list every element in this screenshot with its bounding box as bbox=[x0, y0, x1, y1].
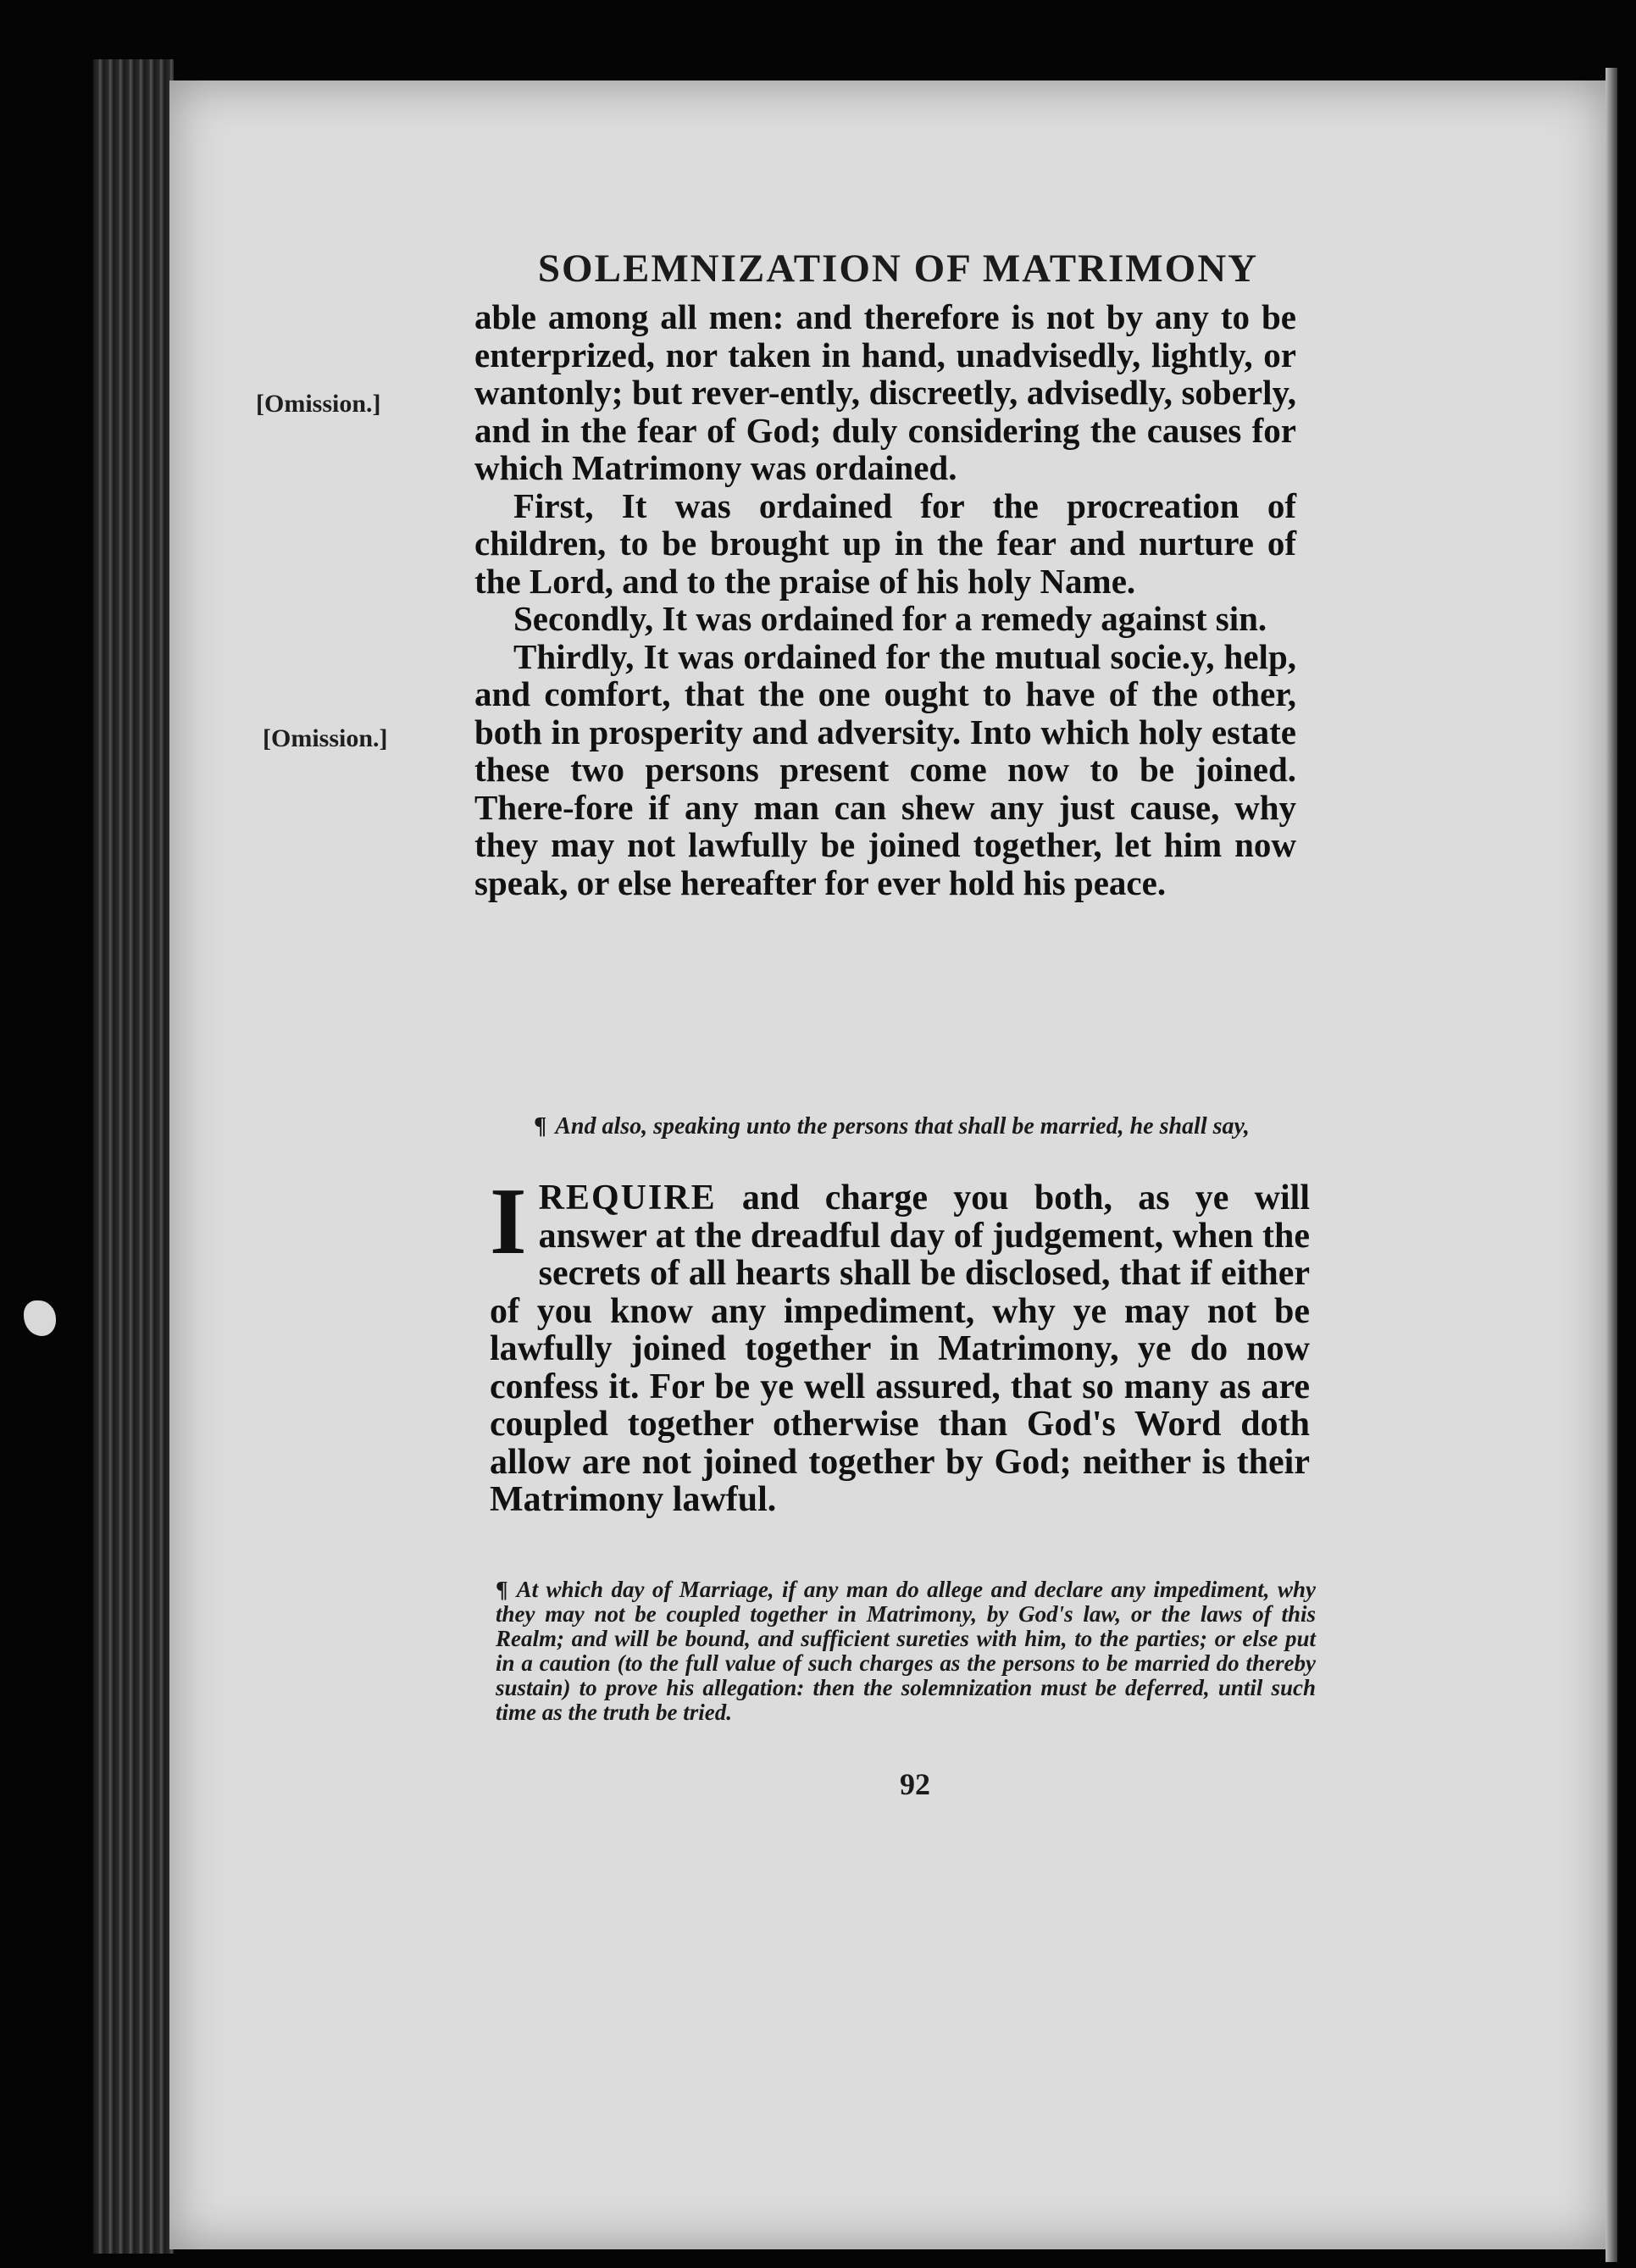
scan-speck bbox=[24, 1300, 56, 1336]
paragraph-first-cause: First, It was ordained for the procreation of children, to be brought up in the fear and nurture of the Lord, and to the praise of his holy Name. bbox=[474, 485, 1296, 601]
paragraph-third-cause: Thirdly, It was ordained for the mutual socie.y, help, and comfort, that the one ought to have of the other, both in prosperity and adversity. Into which holy estate these two persons present come now to be joined. There-fore if any man can shew any just cause, why they may not lawfully be joined together, let him now speak, or else hereafter for ever hold his peace. bbox=[474, 636, 1296, 902]
body-text bbox=[474, 298, 1296, 901]
page-edge bbox=[1605, 68, 1617, 2262]
rubric-instruction bbox=[491, 1114, 1292, 1140]
exhortation-text: and charge you both, as ye will answer at the dreadful day of judgement, when the secrets of all hearts shall be disclosed, that if either of you know any impediment, why ye may not be lawfully joined together in Matrimony, ye do now confess it. For be ye well assured, that so many as are coupled together otherwise than God's Word doth allow are not joined together by God; neither is their Matrimony lawful. bbox=[490, 1178, 1310, 1519]
page-number: 92 bbox=[900, 1767, 930, 1801]
paragraph-continuation: able among all men: and therefore is not by any to be enterprized, nor taken in hand, unadvisedly, lightly, or wantonly; but rever-ently, discreetly, advisedly, soberly, and in the fear of God; duly considering the causes for which Matrimony was ordained. bbox=[474, 297, 1296, 487]
book-spine bbox=[93, 59, 174, 2254]
pilcrow-icon: ¶ bbox=[496, 1577, 508, 1602]
pilcrow-icon: ¶ bbox=[534, 1113, 547, 1140]
margin-note-omission-1: [Omission.] bbox=[256, 390, 381, 418]
rubric-text: And also, speaking unto the persons that shall be married, he shall say, bbox=[555, 1113, 1250, 1140]
exhortation-paragraph bbox=[490, 1169, 1310, 1519]
margin-note-omission-2: [Omission.] bbox=[263, 724, 388, 752]
exhortation-lead-word: REQUIRE bbox=[538, 1178, 717, 1217]
drop-cap: I bbox=[490, 1169, 527, 1274]
paragraph-second-cause: Secondly, It was ordained for a remedy against sin. bbox=[513, 599, 1267, 638]
running-head: SOLEMNIZATION OF MATRIMONY bbox=[537, 247, 1259, 291]
rubric-impediment bbox=[496, 1578, 1316, 1725]
rubric-impediment-text: At which day of Marriage, if any man do allege and declare any impediment, why they may not be coupled together in Matrimony, by God's law, or the laws of this Realm; and will be bound, and sufficient sureties with him, to the parties; or else put in a caution (to the full value of such charges as the persons to be married do thereby sustain) to prove his allegation: then the solemnization must be deferred, until such time as the truth be tried. bbox=[496, 1577, 1316, 1725]
